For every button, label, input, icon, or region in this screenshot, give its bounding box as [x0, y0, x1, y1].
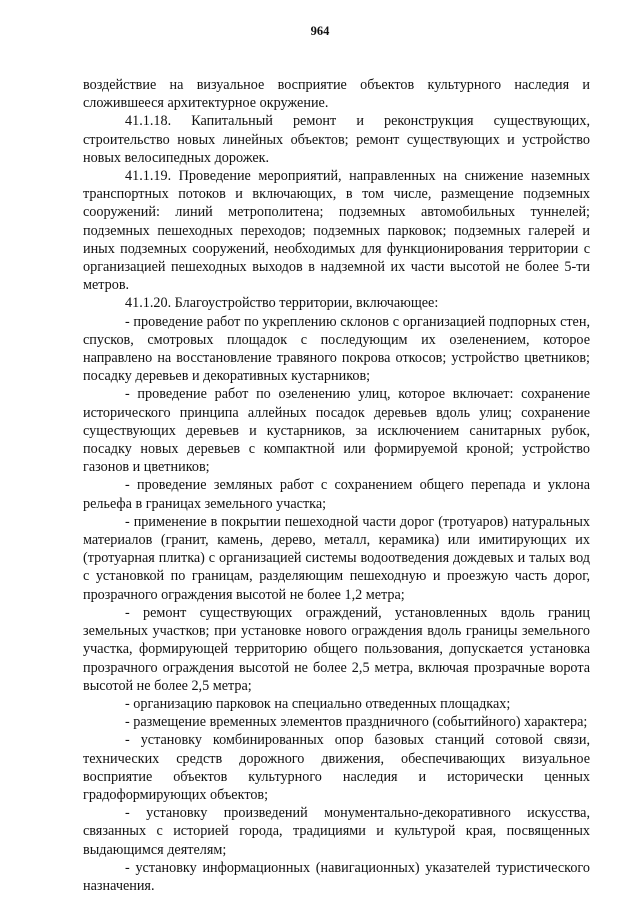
paragraph: - проведение работ по укреплению склонов с организацией подпорных стен, спусков, смотровых площадок с последующим их озеленением, которое направлено на восстановление травяного покрова откосов; устройство цветников; посадку деревьев и декоративных кустарников; [83, 313, 590, 385]
paragraph: - проведение земляных работ с сохранением общего перепада и уклона рельефа в границах земельного участка; [83, 477, 590, 512]
paragraph: - размещение временных элементов праздничного (событийного) характера; [125, 714, 588, 731]
paragraph: - установку комбинированных опор базовых станций сотовой связи, технических средств дорожного движения, обеспечивающих визуальное восприятие объектов культурного наследия и исторически ценных градоформирующих объектов; [83, 732, 590, 803]
paragraph: - установку информационных (навигационных) указателей туристического назначения. [83, 859, 590, 894]
document-body [83, 76, 590, 895]
page-number: 964 [310, 24, 330, 38]
paragraph: воздействие на визуальное восприятие объектов культурного наследия и сложившееся архитектурное окружение. [83, 77, 590, 112]
paragraph: - ремонт существующих ограждений, установленных вдоль границ земельных участков; при установке нового ограждения вдоль границы земельного участка, формирующей территорию общего пользования, допускается установка прозрачного ограждения высотой не более 2,5 метра, включая прозрачные ворота высотой не более 2,5 метра; [83, 604, 590, 694]
paragraph: - проведение работ по озеленению улиц, которое включает: сохранение исторического принципа аллейных посадок деревьев вдоль улиц; сохранение существующих деревьев и кустарников, за исключением санитарных рубок, посадку новых деревьев с компактной или формируемой кроной; устройство газонов и цветников; [83, 386, 590, 476]
paragraph: 41.1.19. Проведение мероприятий, направленных на снижение наземных транспортных потоков и включающих, в том числе, размещение подземных сооружений: линий метрополитена; подземных автомобильных туннелей; подземных пешеходных переходов; подземных парковок; подземных галерей и иных подземных сооружений, необходимых для функционирования территории с организацией пешеходных выходов в надземной их части высотой не более 5-ти метров. [83, 168, 590, 294]
paragraph: 41.1.18. Капитальный ремонт и реконструкция существующих, строительство новых линейных объектов; ремонт существующих и устройство новых велосипедных дорожек. [83, 113, 590, 166]
paragraph: - организацию парковок на специально отведенных площадках; [125, 695, 511, 712]
paragraph: - установку произведений монументально-декоративного искусства, связанных с историей города, традициями и культурой края, посвященных выдающимся деятелям; [83, 805, 590, 858]
paragraph: - применение в покрытии пешеходной части дорог (тротуаров) натуральных материалов (гранит, камень, дерево, металл, керамика) или имитирующих их (тротуарная плитка) с организацией системы водоотведения дождевых и талых вод с установкой по границам, разделяющим пешеходную и проезжую часть дорог, прозрачного ограждения высотой не более 1,2 метра; [83, 513, 590, 603]
paragraph: 41.1.20. Благоустройство территории, включающее: [125, 295, 439, 312]
